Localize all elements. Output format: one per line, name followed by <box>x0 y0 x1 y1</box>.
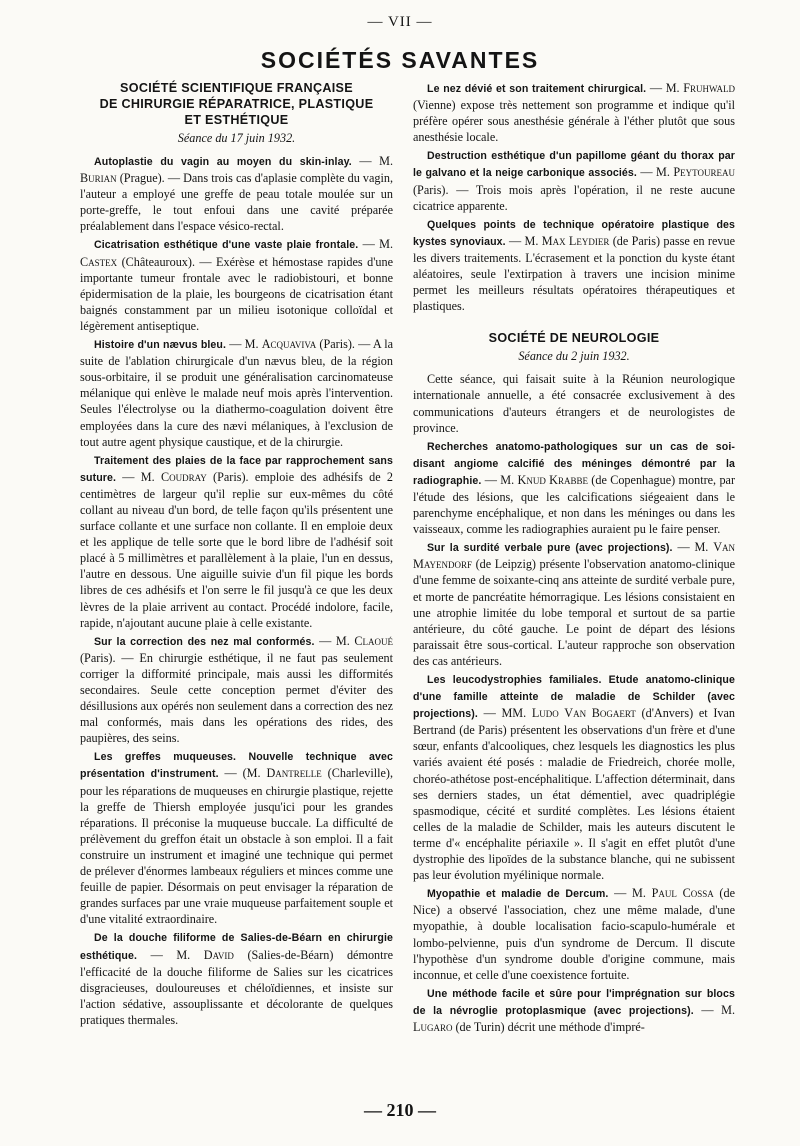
entry-author: Paul Cossa <box>651 886 714 901</box>
session-date: Séance du 17 juin 1932. <box>177 131 296 145</box>
entry-body: (Vienne) expose très nettement son programme et indique qu'il préfère opérer sous anesthésie générale à l'éther plutôt que sous anesthésie locale. <box>413 98 735 145</box>
section-gap <box>413 316 735 330</box>
entry-paragraph <box>80 633 393 747</box>
entry-separator: — M. <box>646 81 684 95</box>
entry-separator: — M. <box>636 165 674 180</box>
society-title-line: ET ESTHÉTIQUE <box>184 113 289 127</box>
society-title-line: SOCIÉTÉ SCIENTIFIQUE FRANÇAISE <box>120 81 353 95</box>
society-title <box>80 80 393 128</box>
entry-paragraph <box>80 452 393 631</box>
entry-author: Ludo Van Bogaert <box>531 706 636 721</box>
right-entries-bottom <box>413 438 735 1035</box>
entry-paragraph <box>413 80 735 145</box>
entry-author: Van Mayendorf <box>413 540 735 572</box>
entry-title: Destruction esthétique d'un papillome géant du thorax par le galvano et la neige carbonique associés. <box>413 150 735 180</box>
entry-title: Histoire d'un nævus bleu. <box>94 339 227 352</box>
entry-separator: — M. <box>137 947 204 962</box>
entry-separator: — M. <box>351 154 393 168</box>
entry-paragraph <box>80 929 393 1028</box>
entry-separator: — M. <box>314 633 355 648</box>
entry-separator: — M. <box>116 469 161 484</box>
entry-title: Recherches anatomo-pathologiques sur un cas de soi-disant angiome calcifié des méninges démontré par la radiographie. <box>413 440 735 487</box>
entry-paragraph <box>80 236 393 334</box>
entry-separator: — M. <box>693 1002 735 1017</box>
session-date-neurologie: Séance du 2 juin 1932. <box>518 349 630 364</box>
page-title: SOCIÉTÉS SAVANTES <box>260 47 540 73</box>
entry-body: (Paris). — A la suite de l'ablation chirurgicale d'un nævus bleu, de la région sous-orbitaire, il se produit une généralisation carcinomateuse mélanique qui enlève le malade neuf mois après l'intervention. Seules l'électrolyse ou la diathermo-coagulation doivent être employées dans la cure des nævi mélaniques, à l'exclusion de tout autre agent physique caustique, et de la chirurgie. <box>80 337 394 449</box>
entry-title: Sur la correction des nez mal conformés. <box>94 635 315 648</box>
entry-author: David <box>203 947 234 962</box>
entry-separator: — M. <box>608 886 652 901</box>
page-roman-number: — VII — <box>367 14 433 30</box>
entry-body: (Salies-de-Béarn) démontre l'efficacité de la douche filiforme de Salies sur les cicatrices disgracieuses, douloureuses et chéloïdiennes, et insiste sur l'action sédative, assouplissante et décolorante de quelques pratiques thermales. <box>80 947 393 1027</box>
entry-author: Max Leydier <box>541 233 610 248</box>
entry-paragraph <box>413 147 735 213</box>
entry-title: Quelques points de technique opératoire plastique des kystes synoviaux. <box>413 218 735 248</box>
entry-author: Claoué <box>354 633 393 648</box>
entry-separator: — M. <box>672 540 714 555</box>
entry-body: (de Paris) passe en revue les divers traitements. L'écrasement et la ponction du kyste étant aléatoires, seule l'extirpation à travers une incision minime permet les meilleurs résultats opératoires thérapeutiques et plastiques. <box>413 233 736 314</box>
entry-paragraph <box>413 671 735 883</box>
entry-author: Knud Krabbe <box>517 472 588 487</box>
entry-author: Dantrelle <box>266 766 322 781</box>
society-title-neurologie: SOCIÉTÉ DE NEUROLOGIE <box>488 331 660 346</box>
left-entries <box>80 153 393 1028</box>
entry-paragraph <box>80 153 393 234</box>
entry-separator: — M. <box>226 337 262 352</box>
entry-paragraph <box>80 336 393 450</box>
entry-author: Acquaviva <box>261 337 317 352</box>
entry-author: Fruhwald <box>683 81 735 95</box>
intro-paragraph: Cette séance, qui faisait suite à la Réunion neurologique internationale annuelle, a été consacrée exclusivement à des communications d'auteurs étrangers et de neurologistes de province. <box>413 372 735 435</box>
left-column <box>80 80 393 1030</box>
society-title-line: DE CHIRURGIE RÉPARATRICE, PLASTIQUE <box>99 97 374 111</box>
entry-author: Coudray <box>160 469 207 484</box>
entry-body: (d'Anvers) et Ivan Bertrand (de Paris) présentent les observations d'un frère et d'une sœur, enfants d'alcooliques, chez lesquels les diagnostics les plus variés avaient été posés : maladie de Friedreich, chorée molle, choréo-athétose post-encéphalitique. L'affection déterminait, dans ses derniers stades, un état démentiel, avec quadriplégie spasmodique, cécité et surdité complètes. Les lésions étaient celles de la maladie de Schilder, mais les auteurs discutent le terme d'« encéphalite périaxile ». Il s'agit en effet plutôt d'une dystrophie des lipoïdes de la substance blanche, qui ne subissent pas leur évolution myélinique normale. <box>413 706 735 883</box>
entry-separator: — M. <box>358 237 393 252</box>
entry-body: (Charleville), pour les réparations de muqueuses en chirurgie plastique, rejette la greffe de Thiersh employée jusqu'ici pour les grandes réparations. Il préconise la muqueuse buccale. La difficulté de prélèvement du greffon était un obstacle à son emploi. Il a fait construire un instrument et imaginé une technique qui permet de prélever d'énormes lambeaux réguliers et minces comme une feuille de papier. Désormais on peut envisager la réparation de grandes surfaces par une vraie muqueuse parfaitement souple et d'une vitalité extraordinaire. <box>80 766 393 927</box>
entry-body: (Prague). — Dans trois cas d'aplasie complète du vagin, l'auteur a employé une greffe de peau totale moulée sur un porte-greffe, le tout enfoui dans une cavité préparée préalablement dans l'espace vésico-rectal. <box>80 171 393 234</box>
entry-paragraph <box>413 885 735 983</box>
entry-body: (Paris). emploie des adhésifs de 2 centimètres de largeur qu'il replie sur eux-mêmes du côté collant au niveau d'un bord, de telle façon qu'ils présentent une surface collante et une surface non collante. Il en emploie deux et les applique de telle sorte que le bord libre de l'adhésif soit placé à 5 millimètres et parallèlement à la plaie, l'un en dessus, l'autre en dessous. Une aiguille suivie d'un fil pique les bords libres de ces adhésifs et l'on serre le fil jusqu'à ce que les deux lèvres de la plaie arrivent au contact. Procédé indolore, facile, rapide, n'ajoutant aucune plaie à celle existante. <box>80 469 393 630</box>
entry-paragraph <box>413 438 735 538</box>
entry-paragraph <box>413 539 735 669</box>
entry-title: Sur la surdité verbale pure (avec projections). <box>427 542 673 555</box>
entry-author: Burian <box>80 171 117 186</box>
entry-body: (de Turin) décrit une méthode d'impré- <box>452 1019 645 1034</box>
page-number: — 210 — <box>364 1100 436 1120</box>
entry-body: (de Nice) a observé l'association, chez une même malade, d'une myopathie, à double localisation facio-scapulo-humérale et lombo-pelvienne, puis d'un syndrome de Dercum. Il discute l'hypothèse d'un syndrome double d'origine commune, mais inconnue, et celle d'une coexistence fortuite. <box>413 886 735 982</box>
entry-title: Une méthode facile et sûre pour l'imprégnation sur blocs de la névroglie protoplasmique (avec projections). <box>413 987 735 1017</box>
entry-author: Peytoureau <box>673 165 735 180</box>
right-entries-top <box>413 80 735 314</box>
entry-body: (de Leipzig) présente l'observation anatomo-clinique d'une femme de soixante-cinq ans atteinte de surdité verbale pure, et morte de pancréatite hémorragique. Les lésions consistaient en une atrophie limitée du lobe temporal et surtout de sa partie antérieure, du côté gauche. Le point de départ des lésions paraissait être sous-cortical. L'auteur rapproche son observation des cas antérieurs. <box>413 557 735 668</box>
entry-title: Les greffes muqueuses. Nouvelle technique avec présentation d'instrument. <box>80 751 393 781</box>
entry-separator: — (M. <box>218 766 267 781</box>
entry-body: (Paris). — En chirurgie esthétique, il ne faut pas seulement corriger la difformité principale, mais aussi les difformités secondaires. Seule cette conception permet d'éviter des désillusions aux opérés non seulement dans a correction des nez mal conformés, mais dans les opérations des rides, des paupières, des seins. <box>80 650 393 746</box>
entry-body: (de Copenhague) montre, par l'étude des lésions, que les calcifications siégeaient dans le parenchyme encéphalique, et non dans les méninges ou dans les vaisseaux, comme les radiographies auraient pu le faire penser. <box>413 472 736 537</box>
entry-title: Autoplastie du vagin au moyen du skin-inlay. <box>94 156 352 168</box>
right-column <box>413 80 735 1037</box>
entry-author: Castex <box>80 254 118 269</box>
entry-separator: — MM. <box>477 706 532 721</box>
entry-title: Myopathie et maladie de Dercum. <box>427 888 609 901</box>
entry-title: De la douche filiforme de Salies-de-Béarn en chirurgie esthétique. <box>80 932 393 962</box>
entry-paragraph <box>413 985 735 1035</box>
entry-title: Cicatrisation esthétique d'une vaste plaie frontale. <box>94 239 359 252</box>
entry-separator: — M. <box>505 233 542 248</box>
entry-separator: — M. <box>481 472 518 487</box>
entry-title: Traitement des plaies de la face par rapprochement sans suture. <box>80 454 393 484</box>
entry-paragraph <box>80 748 393 927</box>
entry-author: Lugaro <box>413 1019 453 1034</box>
entry-body: (Paris). — Trois mois après l'opération, il ne reste aucune cicatrice apparente. <box>413 182 735 213</box>
entry-paragraph <box>413 216 735 315</box>
entry-title: Le nez dévié et son traitement chirurgical. <box>427 83 647 95</box>
entry-title: Les leucodystrophies familiales. Etude anatomo-clinique d'une famille atteinte de maladie de Schilder (avec projections). <box>413 674 735 721</box>
entry-body: (Châteauroux). — Exérèse et hémostase rapides d'une importante tumeur frontale avec le radiobistouri, et bonne épidermisation de la plaie, les bourgeons de cicatrisation étant baignés constamment par un milieu isotonique colloïdal et légèrement antiseptique. <box>80 254 393 333</box>
